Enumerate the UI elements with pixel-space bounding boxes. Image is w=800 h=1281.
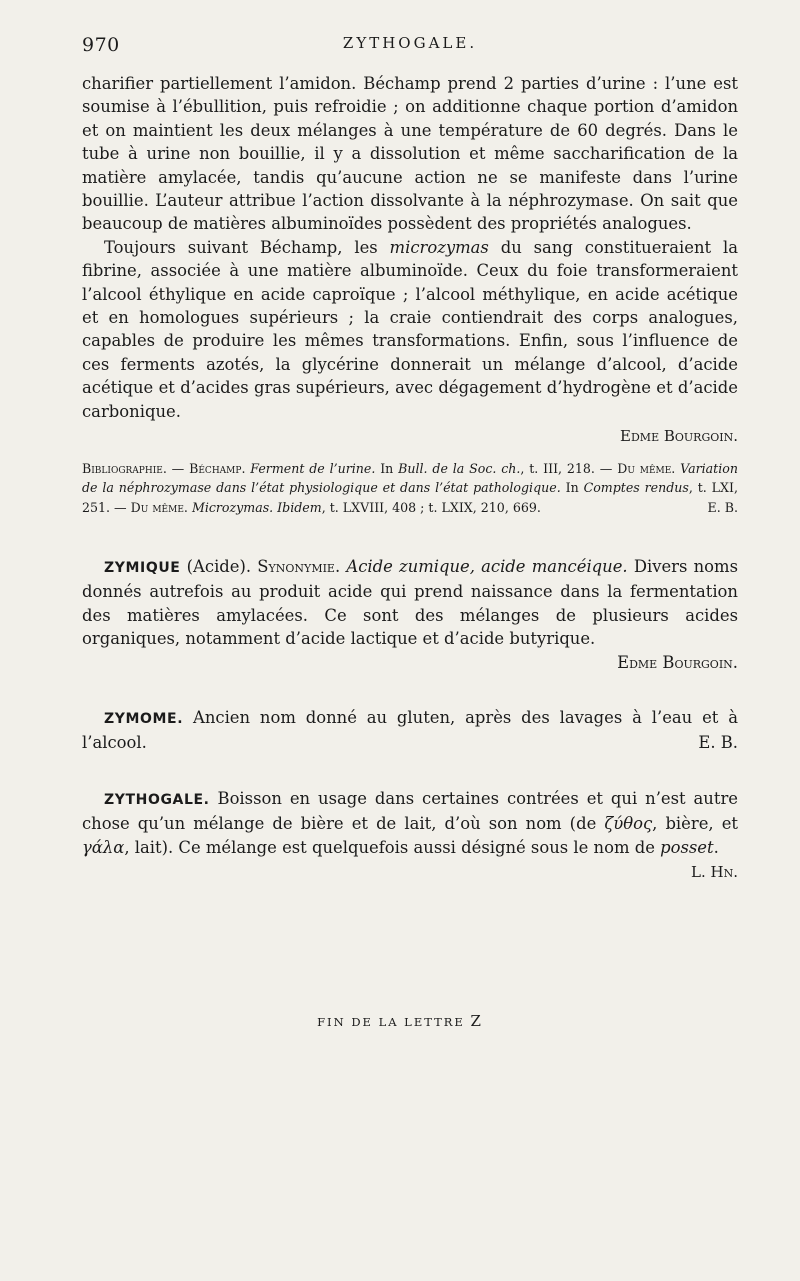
entry-keyword: ZYMOME.: [104, 711, 184, 728]
entry-keyword: ZYTHOGALE.: [104, 791, 210, 808]
text-run: , t. LXVIII, 408 ; t. LXIX, 210, 669.: [321, 499, 541, 515]
italic-term: microzymas: [389, 237, 489, 257]
paragraph-nephrozymase-2: [82, 236, 738, 423]
entry-keyword: ZYMIQUE: [104, 560, 181, 576]
text-run: , bière, et: [652, 814, 738, 834]
synonym-label: Synonymie.: [257, 557, 341, 576]
greek-word: γάλα: [82, 837, 125, 857]
signature-hn: L. Hn.: [691, 863, 738, 882]
text-run: In: [565, 480, 579, 495]
italic-term: posset: [660, 837, 714, 857]
entry-text: Divers noms donnés autrefois au produit acide qui prend naissance dans la fermentation des matières amylacées. Ce sont des mélanges de plusieurs acides organiques, notamment d’acide lactique et d’acide butyrique.: [82, 557, 738, 649]
initials: E. B.: [707, 499, 738, 515]
text-run: In: [380, 460, 394, 476]
running-title: ZYTHOGALE.: [342, 34, 478, 52]
journal-title: Bull. de la Soc. ch.: [398, 460, 521, 476]
end-of-letter-note: [0, 1012, 800, 1030]
fin-text: FIN DE LA LETTRE: [317, 1015, 465, 1029]
bibliography-label: Bibliographie. —: [82, 460, 185, 476]
page-number: 970: [82, 34, 120, 56]
entry-text: Boisson en usage dans certaines contrées et qui n’est autre chose qu’un mélange de bière et de lait, d’où son nom (de: [82, 788, 738, 834]
work-title: Microzymas. Ibidem: [191, 499, 322, 515]
main-text: [82, 72, 738, 884]
greek-word: ζύθος: [604, 814, 653, 834]
text-run: , t. LXI, 251. —: [82, 480, 738, 515]
work-title: Ferment de l’urine.: [250, 460, 376, 476]
text-run: Toujours suivant Béchamp, les: [104, 237, 390, 257]
text-run: , lait). Ce mélange est quelquefois aussi désigné sous le nom de: [124, 837, 661, 857]
page-header: [82, 34, 738, 58]
entry-zymome: [82, 706, 738, 755]
text-run: (Acide).: [180, 557, 258, 576]
signature-bourgoin: Edme Bourgoin.: [617, 652, 738, 672]
entry-text: Ancien nom donné au gluten, après des lavages à l’eau et à l’alcool.: [82, 708, 738, 753]
entry-zymique: [82, 555, 738, 674]
entry-zythogale: [82, 787, 738, 859]
text-run: du sang constitueraient la fibrine, associée à une matière albuminoïde. Ceux du foie transformeraient l’alcool éthylique en acide caproïque ; l’alcool méthylique, en acide acétique et en homologues supérieurs ; la craie contiendrait des corps analogues, capables de produire les mêmes transformations. Enfin, sous l’influence de ces ferments azotés, la glycérine donnerait un mélange d’alcool, d’acide acétique et d’acides gras supérieurs, avec dégagement d’hydrogène et d’acide carbonique.: [82, 237, 738, 421]
initials: E. B.: [698, 733, 738, 753]
author: Du même.: [130, 499, 188, 515]
signature-bourgoin: Edme Bourgoin.: [620, 427, 738, 446]
text-run: , t. III, 218. —: [520, 460, 613, 476]
paragraph-nephrozymase-1: charifier partiellement l’amidon. Béchamp prend 2 parties d’urine : l’une est soumise à l’ébullition, puis refroidie ; on additionne chaque portion d’amidon et on maintient les deux mélanges à une température de 60 degrés. Dans le tube à urine non bouillie, il y a dissolution et même saccharification de la matière amylacée, tandis qu’aucune action ne se manifeste dans l’urine bouillie. L’auteur attribue l’action dissolvante à la néphrozymase. On sait que beaucoup de matières albuminoïdes possèdent des propriétés analogues.: [82, 74, 738, 234]
work-title: Variation de la néphrozymase dans l’état physiologique et dans l’état pathologique.: [82, 460, 738, 495]
author: Du même.: [617, 460, 676, 476]
journal-title: Comptes rendus: [583, 480, 689, 495]
author: Béchamp.: [189, 460, 246, 476]
synonyms: Acide zumique, acide mancéique.: [340, 557, 628, 576]
text-run: .: [713, 837, 719, 857]
fin-letter: Z: [470, 1012, 483, 1030]
bibliography: [82, 459, 738, 518]
